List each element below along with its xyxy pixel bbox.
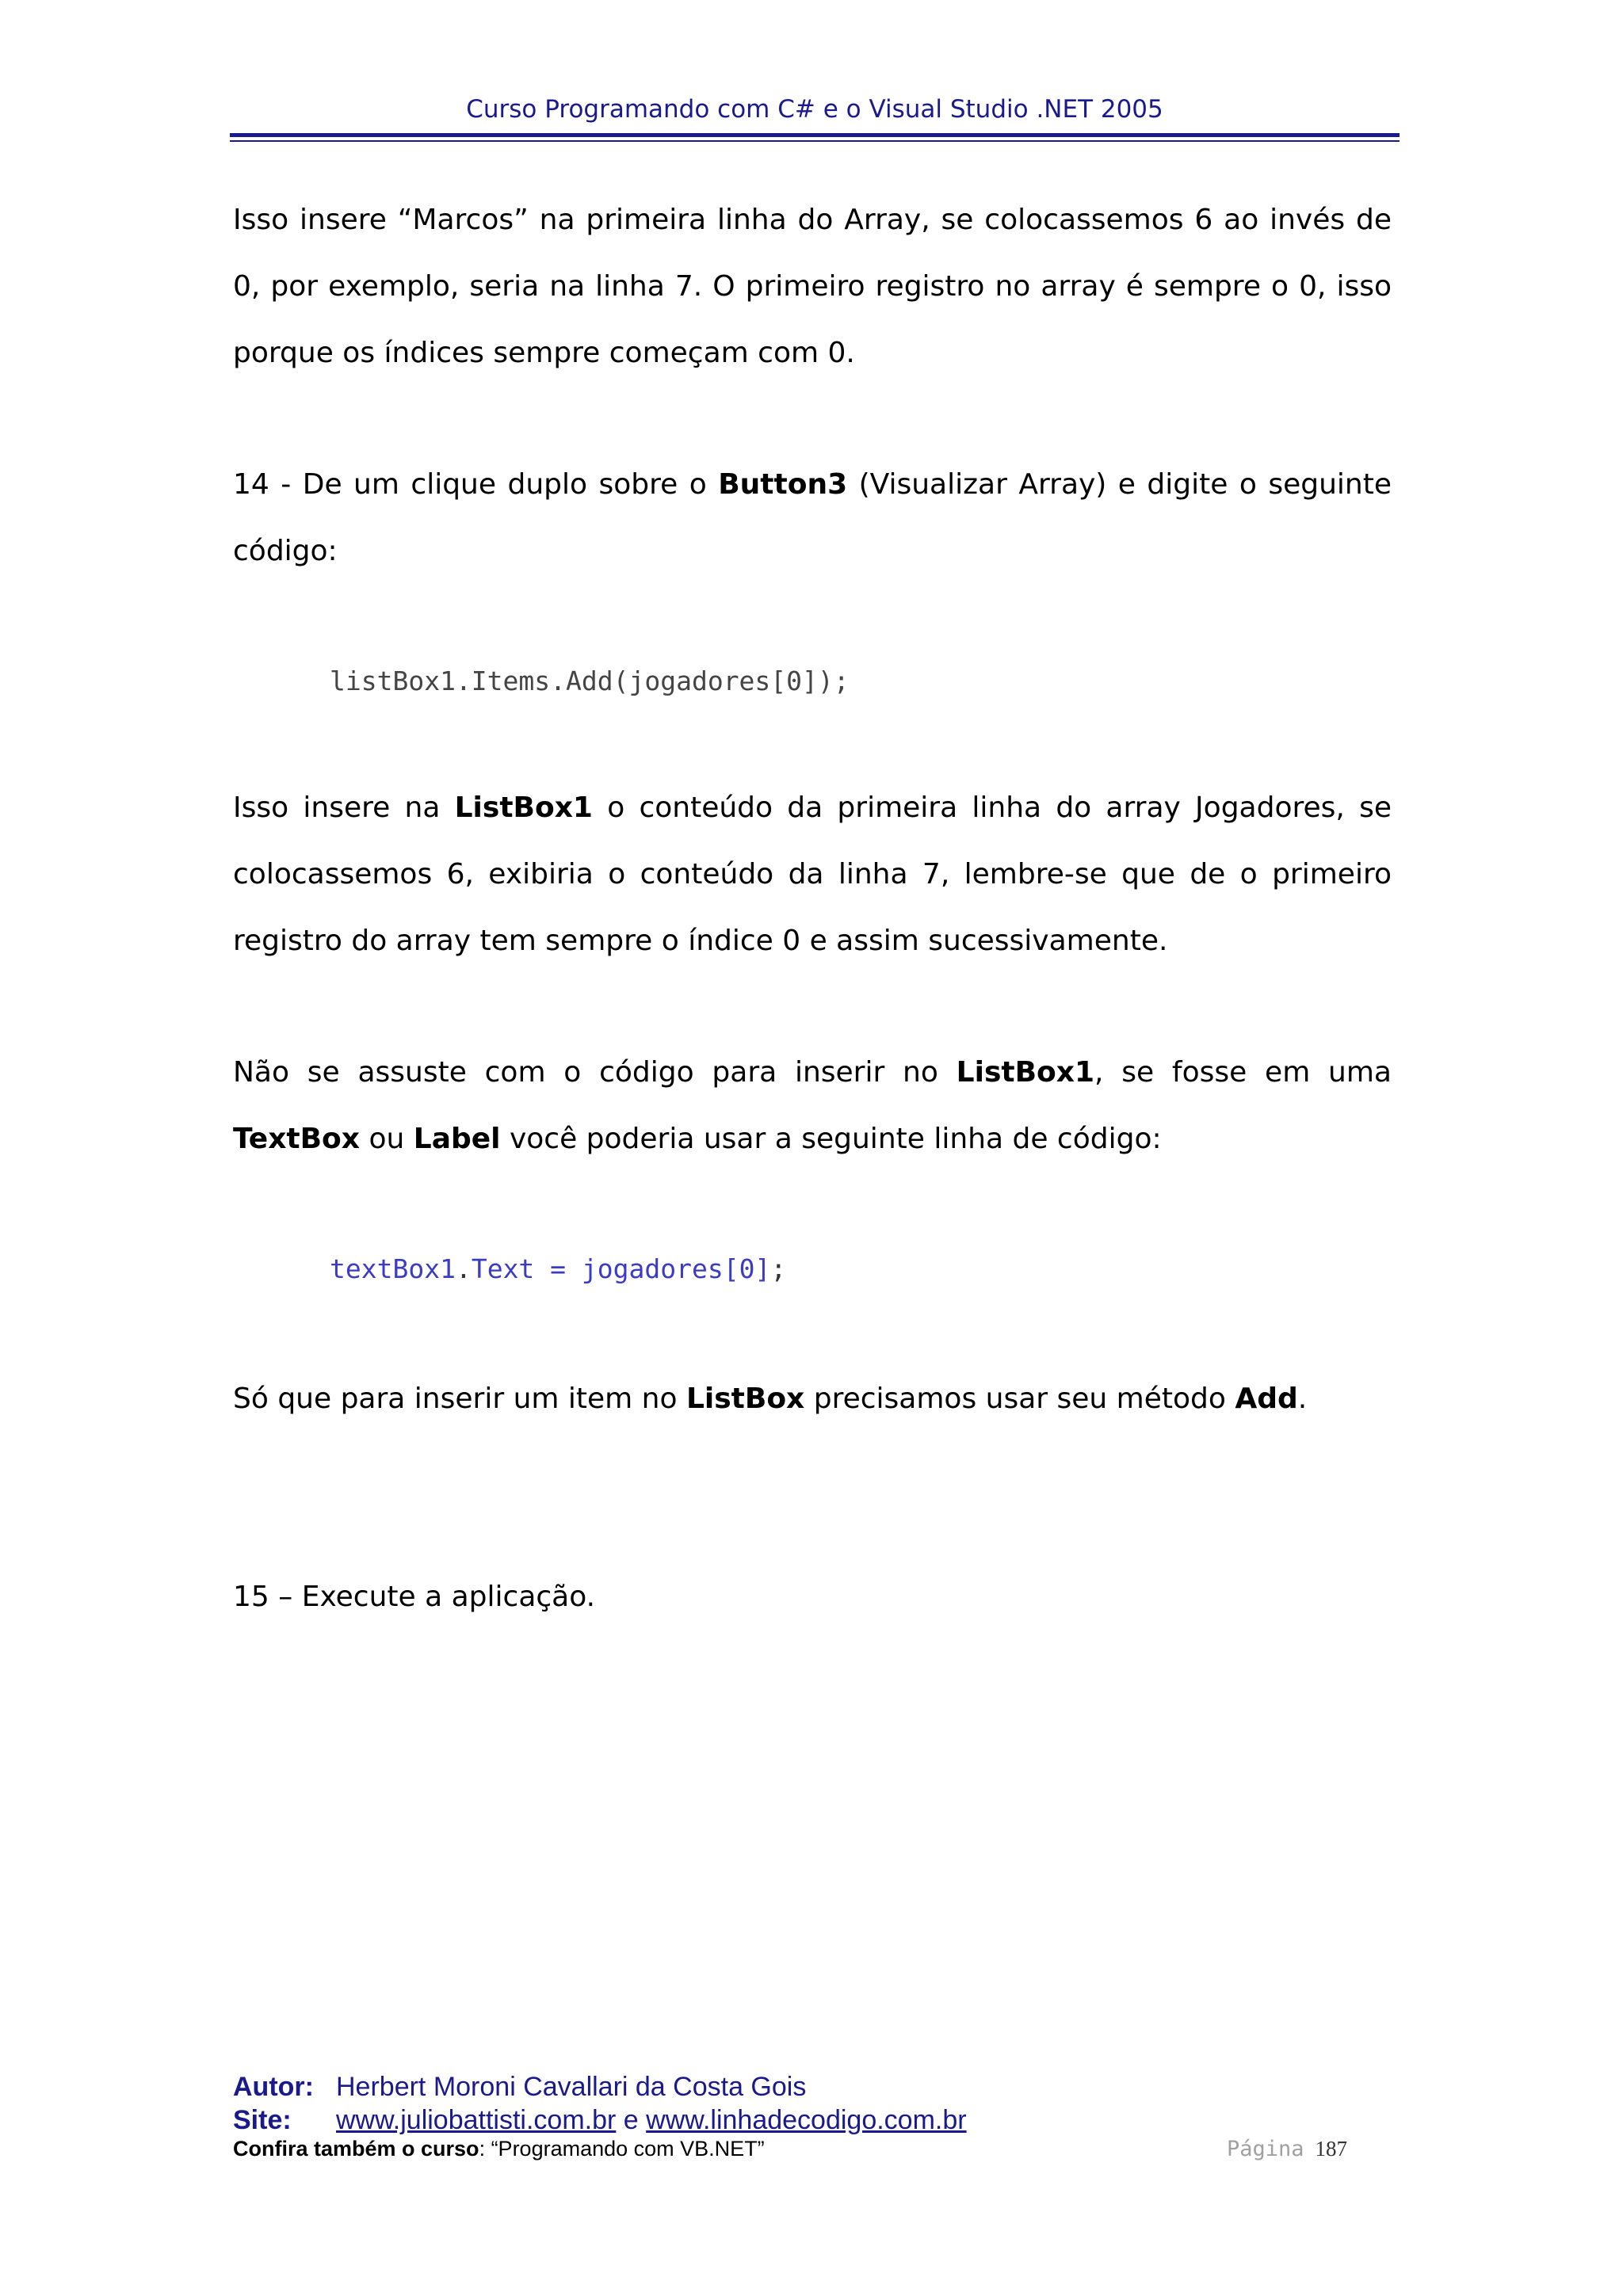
paragraph-step-15 (233, 1564, 1392, 1630)
paragraph-text: ou (360, 1123, 414, 1155)
paragraph-text: Isso insere “Marcos” na primeira linha do Array, se colocassemos 6 ao invés de 0, por exemplo, seria na linha 7. O primeiro registro no array é sempre o 0, isso porque os índices sempre começam com 0. (233, 204, 1392, 369)
paragraph-text: . (1297, 1383, 1308, 1415)
code-token: textBox1 (330, 1253, 456, 1284)
footer-site-separator: e (616, 2105, 647, 2135)
code-token: = (534, 1253, 582, 1284)
bold-term: ListBox1 (956, 1056, 1095, 1089)
paragraph-text: o conteúdo da primeira linha do array Jogadores, se colocassemos 6, exibiria o conteúdo da linha 7, lembre-se que de o primeiro registro do array tem sempre o índice 0 e assim sucessivamente. (233, 791, 1392, 957)
footer-site-links (336, 2104, 967, 2136)
code-token: jogadores[0] (581, 1253, 771, 1284)
paragraph-text: 14 - De um clique duplo sobre o (233, 468, 719, 501)
header-rule-thick (230, 133, 1400, 137)
code-token: . (455, 1253, 472, 1284)
footer-link-linhadecodigo[interactable]: www.linhadecodigo.com.br (646, 2105, 967, 2135)
paragraph-text: (Visualizar Array) e digite o seguinte código: (233, 468, 1392, 567)
header-title: Curso Programando com C# e o Visual Studio .NET 2005 (466, 95, 1163, 124)
footer-confira-bold: Confira também o curso (233, 2137, 479, 2161)
paragraph-step-14 (233, 452, 1392, 585)
code-line-textbox-text (330, 1252, 786, 1287)
bold-term: TextBox (233, 1123, 361, 1155)
bold-term: ListBox (685, 1383, 805, 1415)
paragraph-text: Só que para inserir um item no (233, 1383, 686, 1415)
bold-term: Label (413, 1123, 501, 1155)
code-line-listbox-add: listBox1.Items.Add(jogadores[0]); (330, 666, 850, 696)
footer-author-label: Autor: (233, 2072, 314, 2102)
footer-site-label: Site: (233, 2105, 292, 2135)
page-number-value: 187 (1315, 2137, 1348, 2161)
code-token: ; (770, 1253, 787, 1284)
header-rule-thin (230, 140, 1400, 142)
paragraph-marcos-array (233, 187, 1392, 387)
paragraph-text: 15 – Execute a aplicação. (233, 1581, 596, 1613)
footer-author-name: Herbert Moroni Cavallari da Costa Gois (336, 2072, 807, 2102)
paragraph-text: Isso insere na (233, 791, 455, 824)
footer-link-juliobattisti[interactable]: www.juliobattisti.com.br (336, 2105, 617, 2135)
paragraph-text: você poderia usar a seguinte linha de código: (500, 1123, 1162, 1155)
page-word: Página (1227, 2137, 1304, 2161)
footer-confira-rest: : “Programando com VB.NET” (479, 2137, 765, 2161)
paragraph-text: precisamos usar seu método (804, 1383, 1235, 1415)
footer-confira (233, 2136, 765, 2161)
bold-term: Button3 (718, 468, 848, 501)
bold-term: ListBox1 (454, 791, 593, 824)
bold-term: Add (1235, 1383, 1298, 1415)
page-number (1227, 2136, 1347, 2162)
code-token: Text (471, 1253, 535, 1284)
paragraph-text: Não se assuste com o código para inserir no (233, 1056, 957, 1089)
paragraph-add-method (233, 1366, 1392, 1432)
paragraph-text: , se fosse em uma (1094, 1056, 1392, 1089)
paragraph-textbox-label (233, 1039, 1392, 1173)
paragraph-listbox-explanation (233, 775, 1392, 974)
